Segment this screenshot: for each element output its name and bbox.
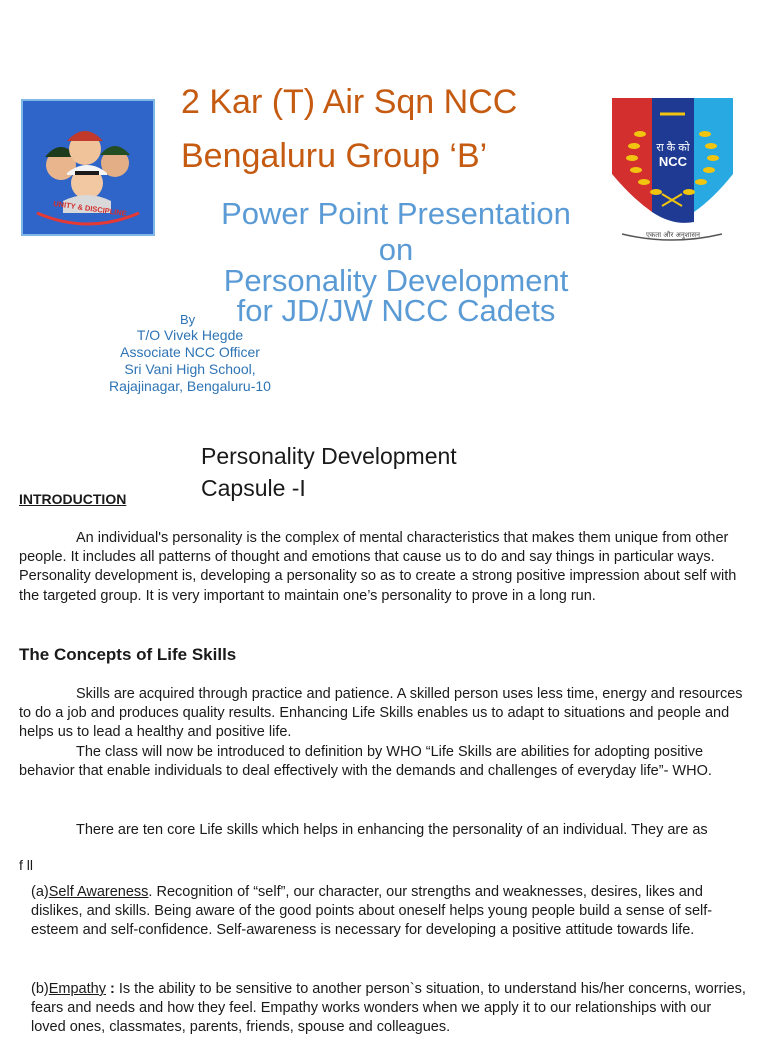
introduction-text: An individual's personality is the complex of mental characteristics that makes them unique from other people. It includes all patterns of thought and emotions that cause us to do and say things in particular ways. Personality development is, developing a personality so as to create a strong positive impression about self with the targeted group. It is very important to maintain one’s personality to prove in a long run. [19,530,737,604]
skill-name: Empathy [48,981,106,997]
title-line-2: Bengaluru Group ‘B’ [181,137,488,175]
life-skills-para-2: The class will now be introduced to definition by WHO “Life Skills are abilities for adopting positive behavior that enable individuals to deal effectively with the demands and challenges of everyday life”- WHO. [19,743,712,779]
ncc-hindi-text: रा कै को [656,142,690,154]
skill-empathy [31,980,746,1038]
ppt-line-4: for JD/JW NCC Cadets [236,293,556,328]
introduction-paragraph [19,529,749,606]
author-by: By [180,312,196,327]
ncc-text: NCC [658,154,688,169]
author-role: Associate NCC Officer [120,344,260,360]
skill-name: Self Awareness [48,884,149,900]
ncc-logo [610,94,735,250]
skill-text: Is the ability to be sensitive to another person`s situation, to understand his/her concerns, worries, fears and needs and how they feel. Empathy works wonders when we apply it to our relationships with our loved ones, classmates, parents, friends, spouse and colleagues. [31,981,746,1036]
skill-prefix: (a) [31,884,49,900]
life-skills-para-1: Skills are acquired through practice and patience. A skilled person uses less time, energy and resources to do a job and produces quality results. Enhancing Life Skills enables us to adapt to situations and people and helps us to lead a healthy and positive life. [19,686,743,741]
ppt-line-2: on [378,232,414,267]
author-school: Sri Vani High School, [124,361,256,377]
author-address: Rajajinagar, Bengaluru-10 [109,378,271,394]
capsule-number: Capsule -I [201,475,306,501]
ppt-line-3: Personality Development [223,263,569,298]
author-name: T/O Vivek Hegde [136,327,244,343]
skill-prefix: (b) [31,981,49,997]
logo-motto: UNITY & DISCIPLINE [52,198,128,219]
life-skills-section [19,685,749,781]
life-skills-para-3-block [19,821,739,840]
ncc-motto: एकता और अनुशासन [646,231,700,239]
life-skills-para-3: There are ten core Life skills which helps in enhancing the personality of an individual. They are as [76,822,708,838]
skill-self-awareness [31,883,746,941]
capsule-title: Personality Development [201,443,457,469]
cut-off-text: f ll [19,857,33,873]
life-skills-heading: The Concepts of Life Skills [19,645,237,664]
air-squadron-logo [21,99,155,236]
title-line-1: 2 Kar (T) Air Sqn NCC [181,83,518,121]
skill-text: . Recognition of “self”, our character, our strengths and weaknesses, desires, likes and dislikes, and skills. Being aware of the good points about oneself helps young people build a sense of self- esteem and self-confidence. Self-awareness is necessary for developing a positive attitude towards life. [31,884,713,939]
ncc-shield-icon [610,94,735,250]
skill-separator: : [105,981,119,997]
ppt-line-1: Power Point Presentation [221,196,571,231]
introduction-heading: INTRODUCTION [19,491,127,507]
